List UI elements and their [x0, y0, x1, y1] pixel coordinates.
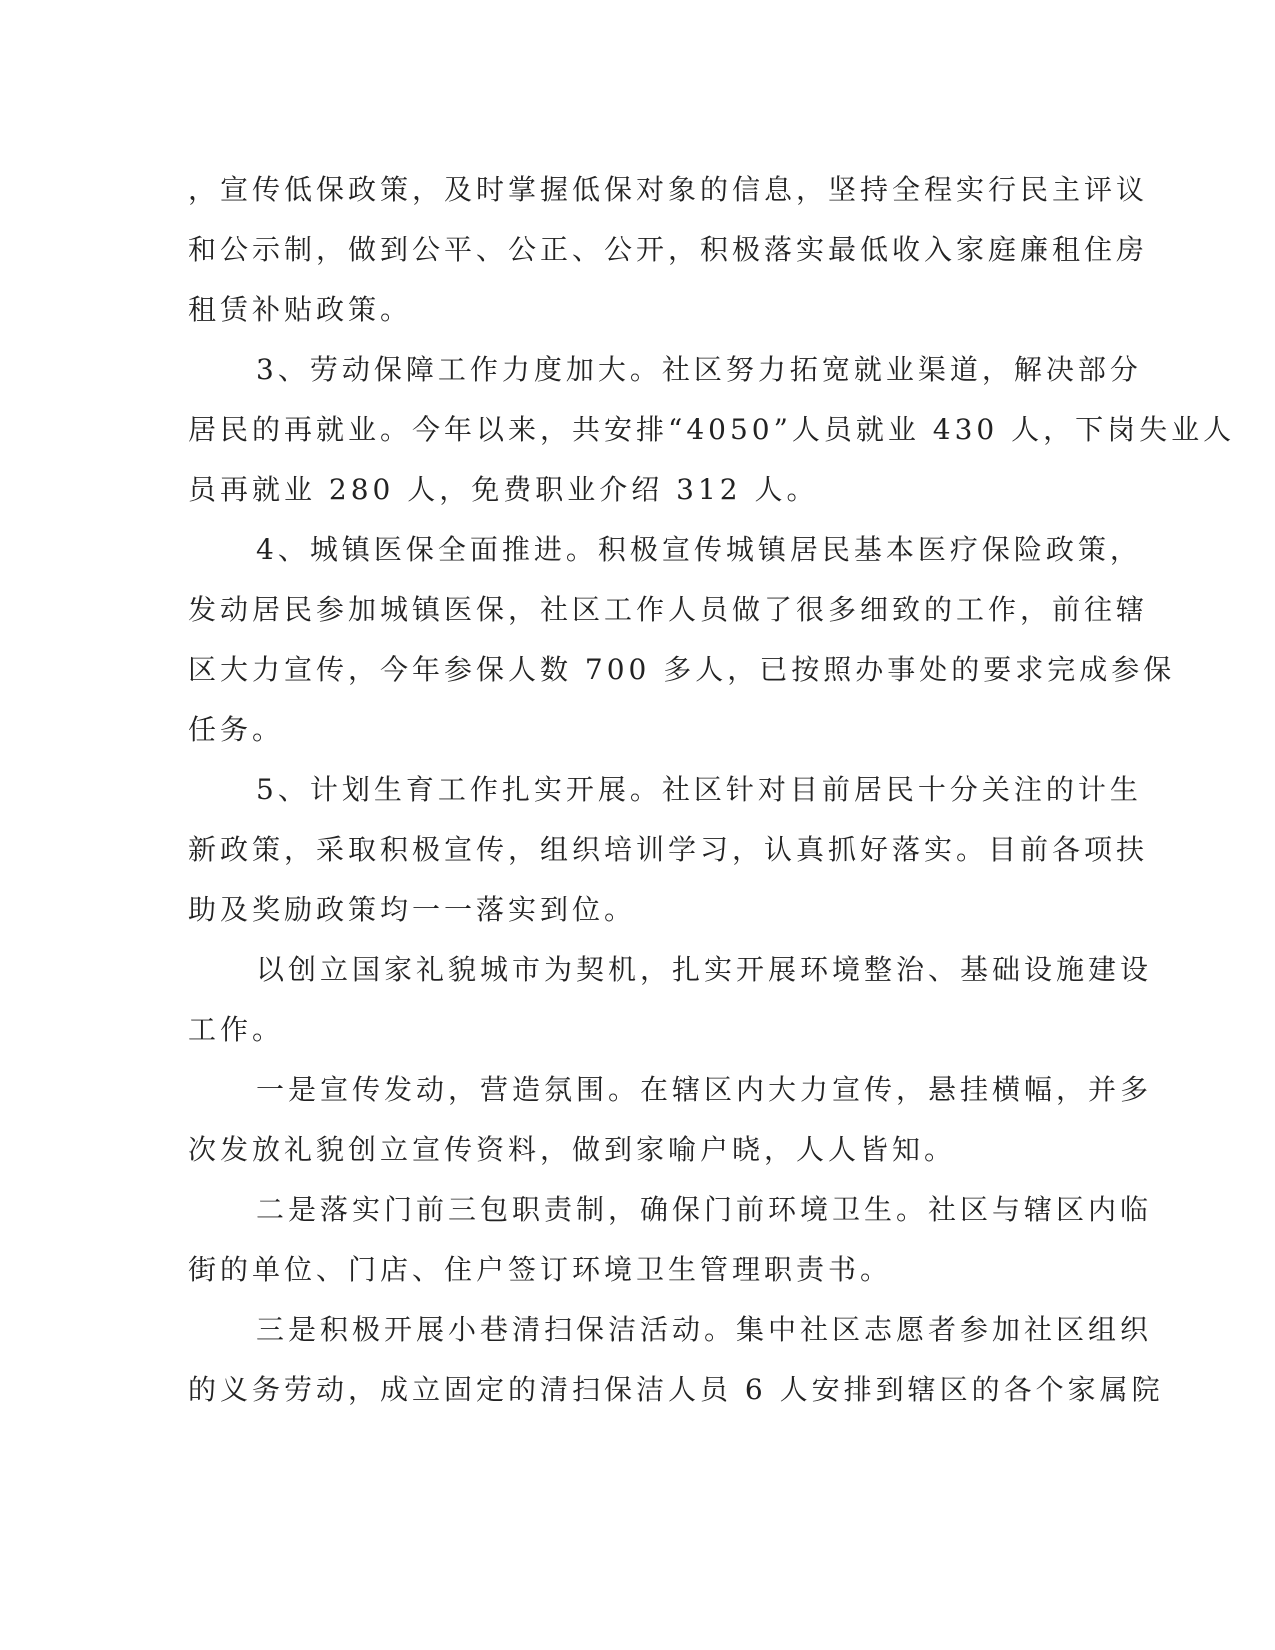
text-line: 以创立国家礼貌城市为契机，扎实开展环境整治、基础设施建设: [256, 953, 1153, 986]
paragraph-alley-cleaning: [188, 1300, 1164, 1420]
paragraph-low-income-policy: [188, 160, 1149, 340]
text-line: 员再就业 280 人，免费职业介绍 312 人。: [188, 473, 819, 506]
paragraph-civilized-city: [188, 940, 1153, 1060]
text-line: ，宣传低保政策，及时掌握低保对象的信息，坚持全程实行民主评议: [188, 173, 1149, 206]
text-line: 助及奖励政策均一一落实到位。: [188, 893, 637, 926]
text-line: 居民的再就业。今年以来，共安排“4050”人员就业 430 人，下岗失业人: [188, 413, 1236, 446]
text-line: 5、计划生育工作扎实开展。社区针对目前居民十分关注的计生: [256, 773, 1142, 806]
paragraph-labor-security: [188, 340, 1236, 520]
document-body: [188, 160, 1236, 1420]
paragraph-publicity: [188, 1060, 1153, 1180]
paragraph-medical-insurance: [188, 520, 1176, 760]
text-line: 街的单位、门店、住户签订环境卫生管理职责书。: [188, 1253, 893, 1286]
text-line: 的义务劳动，成立固定的清扫保洁人员 6 人安排到辖区的各个家属院: [188, 1373, 1164, 1406]
paragraph-family-planning: [188, 760, 1149, 940]
text-line: 发动居民参加城镇医保，社区工作人员做了很多细致的工作，前往辖: [188, 593, 1149, 626]
text-line: 次发放礼貌创立宣传资料，做到家喻户晓，人人皆知。: [188, 1133, 957, 1166]
text-line: 租赁补贴政策。: [188, 293, 413, 326]
text-line: 工作。: [188, 1013, 285, 1046]
text-line: 一是宣传发动，营造氛围。在辖区内大力宣传，悬挂横幅，并多: [256, 1073, 1153, 1106]
text-line: 区大力宣传，今年参保人数 700 多人，已按照办事处的要求完成参保: [188, 653, 1176, 686]
text-line: 4、城镇医保全面推进。积极宣传城镇居民基本医疗保险政策，: [256, 533, 1142, 566]
text-line: 和公示制，做到公平、公正、公开，积极落实最低收入家庭廉租住房: [188, 233, 1149, 266]
text-line: 任务。: [188, 713, 285, 746]
text-line: 新政策，采取积极宣传，组织培训学习，认真抓好落实。目前各项扶: [188, 833, 1149, 866]
text-line: 3、劳动保障工作力度加大。社区努力拓宽就业渠道，解决部分: [256, 353, 1142, 386]
text-line: 三是积极开展小巷清扫保洁活动。集中社区志愿者参加社区组织: [256, 1313, 1153, 1346]
text-line: 二是落实门前三包职责制，确保门前环境卫生。社区与辖区内临: [256, 1193, 1153, 1226]
paragraph-responsibility-system: [188, 1180, 1153, 1300]
